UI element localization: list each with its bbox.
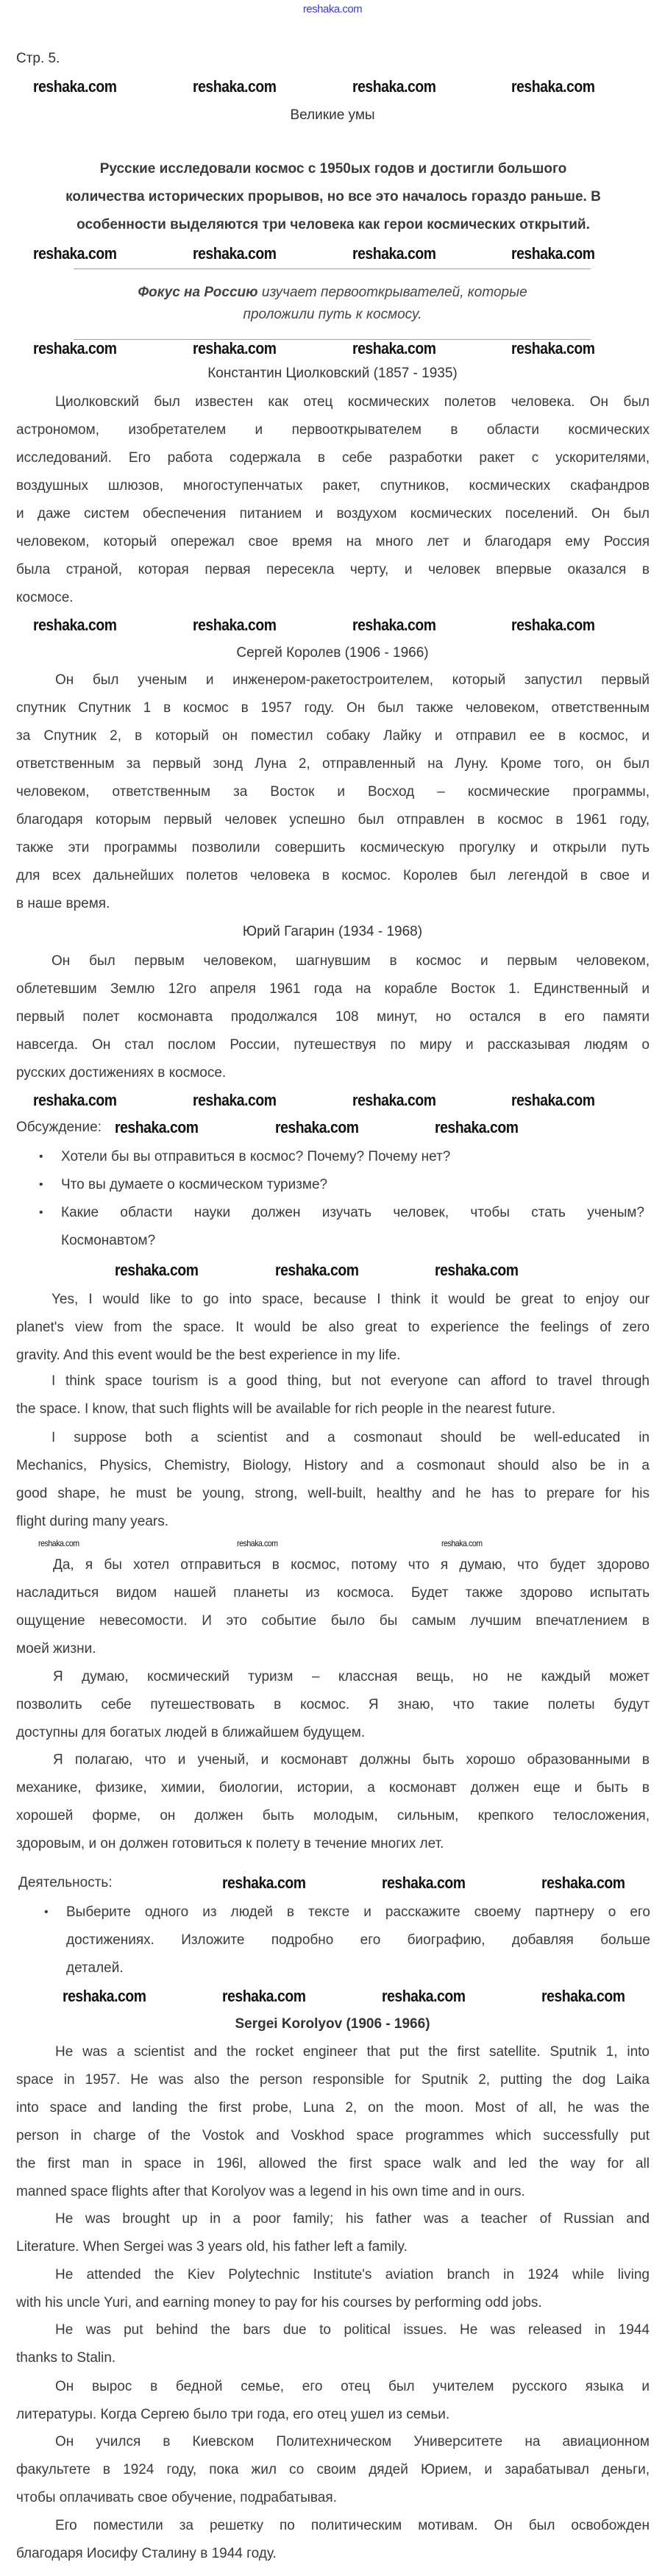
watermark: reshaka.com: [511, 244, 595, 263]
section-heading-gagarin: Юрий Гагарин (1934 - 1968): [242, 924, 423, 939]
paragraph-korolyov-en-2: [16, 2205, 650, 2261]
text-line: позволить себе путешествовать в космос. Я знаю, что такие полеты будут: [16, 1697, 650, 1712]
answer-ru-1: [16, 1551, 650, 1663]
text-line: навсегда. Он стал послом России, путешествуя по миру и рассказывая людям о: [16, 1037, 650, 1053]
answer-ru-3: [16, 1746, 650, 1858]
text-line: астрономом, изобретателем и первооткрывателем в области космических: [16, 422, 650, 438]
watermark: reshaka.com: [275, 1118, 359, 1136]
answer-en-2: [16, 1367, 650, 1423]
watermark: reshaka.com: [435, 1118, 519, 1136]
activity-label: Деятельность:: [18, 1875, 113, 1890]
text-line: исследований. Его работа содержала в себе разработки ракет с ускорителями,: [16, 450, 650, 466]
bullet-icon: •: [39, 1150, 43, 1163]
watermark: reshaka.com: [352, 1091, 436, 1109]
watermark: reshaka.com: [222, 1874, 306, 1892]
watermark: reshaka.com: [193, 244, 277, 263]
text-line: Хотели бы вы отправиться в космос? Почему? Почему нет?: [61, 1149, 451, 1164]
text-line: количества исторических прорывов, но все это началось гораздо раньше. В: [65, 189, 601, 204]
text-line: with his uncle Yuri, and earning money to pay for his courses by performing odd jobs.: [16, 2295, 542, 2310]
paragraph-korolyov-ru-3: [16, 2512, 650, 2568]
text-line: чтобы оплачивать свое обучение, подрабатывая.: [16, 2490, 337, 2505]
page-label: Стр. 5.: [16, 51, 60, 66]
text-line: благодаря Иосифу Сталину в 1944 году.: [16, 2546, 277, 2561]
watermark: reshaka.com: [115, 1118, 199, 1136]
watermark: reshaka.com: [193, 77, 277, 96]
focus-brand: Фокус на Россию: [138, 285, 258, 300]
watermark: reshaka.com: [382, 1987, 466, 2005]
text-line: Космонавтом?: [61, 1233, 156, 1248]
text-line: the space. I know, that such flights will be available for rich people in the nearest future.: [16, 1401, 555, 1417]
text-line: He was brought up in a poor family; his father was a teacher of Russian and: [55, 2211, 650, 2227]
paragraph-korolyov-ru-1: [16, 2373, 650, 2429]
text-line: planet's view from the space. It would be also great to experience the feelings of zero: [16, 1320, 650, 1335]
watermark: reshaka.com: [352, 77, 436, 96]
text-line: облетевшим Землю 12го апреля 1961 года на корабле Восток 1. Единственный и: [16, 981, 650, 997]
watermark: reshaka.com: [352, 244, 436, 263]
section-heading-tsiolkovsky: Константин Циолковский (1857 - 1935): [207, 366, 458, 381]
watermark: reshaka.com: [33, 616, 117, 634]
text-line: особенности выделяются три человека как герои космических открытий.: [77, 217, 590, 232]
bullet-icon: •: [39, 1178, 43, 1191]
text-line: Да, я бы хотел отправиться в космос, потому что я думаю, что будет здорово: [53, 1557, 650, 1573]
text-line: для всех дальнейших полетов человека в космос. Королев был легендой в свое и: [16, 868, 650, 883]
watermark: reshaka.com: [352, 616, 436, 634]
paragraph-tsiolkovsky: [16, 388, 650, 612]
watermark: reshaka.com: [352, 339, 436, 357]
text-line: человеком, который опережал свое время на много лет и благодаря ему Россия: [16, 534, 650, 549]
text-line: He was put behind the bars due to political issues. He was released in 1944: [55, 2322, 650, 2338]
watermark: reshaka.com: [33, 1091, 117, 1109]
watermark: reshaka.com: [237, 1538, 278, 1548]
text-line: была страной, которая первая пересекла черту, и человек впервые оказался в: [16, 562, 650, 577]
text-line: первый полет космонавта продолжался 108 минут, но остался в его памяти: [16, 1009, 650, 1025]
text-line: космосе.: [16, 590, 74, 605]
text-line: механике, физике, химии, биологии, истории, а космонавт должен еще и быть в: [16, 1780, 650, 1796]
text-line: Он учился в Киевском Политехническом Университете на авиационном: [55, 2434, 650, 2449]
watermark: reshaka.com: [193, 1091, 277, 1109]
text-line: и даже систем обеспечения питанием и воздухом космических поселений. Он был: [16, 506, 650, 522]
bullet-item: [39, 1171, 644, 1199]
watermark: reshaka.com: [193, 616, 277, 634]
paragraph-gagarin: [16, 947, 650, 1087]
watermark: reshaka.com: [193, 339, 277, 357]
text-line: воздушных шлюзов, многоступенчатых ракет, спутников, космических скафандров: [16, 478, 650, 494]
watermark: reshaka.com: [63, 1987, 146, 2005]
activity-task: [44, 1899, 650, 1982]
text-line: человеком, ответственным за Восток и Восход – космические программы,: [16, 784, 650, 800]
text-line: person in charge of the Vostok and Voskhod space programmes which successfully put: [16, 2128, 650, 2143]
text-line: thanks to Stalin.: [16, 2350, 116, 2366]
text-line: into space and landing the first probe, Luna 2, on the moon. Most of all, he was the: [16, 2100, 650, 2116]
text-line: факультете в 1924 году, пока жил со своим дядей Юрием, и зарабатывал деньги,: [16, 2462, 650, 2477]
text-line: достижениях. Изложите подробно его биографию, добавляя больше: [66, 1932, 650, 1948]
paragraph-korolyov-en-1: [16, 2038, 650, 2206]
paragraph-korolyov-ru-2: [16, 2428, 650, 2512]
watermark: reshaka.com: [511, 616, 595, 634]
text-line: доступны для богатых людей в ближайшем будущем.: [16, 1725, 366, 1740]
page-title: Великие умы: [290, 107, 375, 123]
watermark: reshaka.com: [33, 339, 117, 357]
text-line: Какие области науки должен изучать человек, чтобы стать ученым?: [61, 1205, 644, 1220]
focus-text: изучает первооткрывателей, которые: [257, 285, 527, 300]
watermark: reshaka.com: [115, 1261, 199, 1279]
text-line: хорошей форме, он должен быть молодым, сильным, крепкого телосложения,: [16, 1808, 650, 1824]
text-line: flight during many years.: [16, 1514, 168, 1529]
text-line: здоровым, и он должен готовиться к полету в течение многих лет.: [16, 1836, 444, 1851]
text-line: насладиться видом нашей планеты из космоса. Будет также здорово испытать: [16, 1585, 650, 1601]
watermark: reshaka.com: [511, 339, 595, 357]
watermark: reshaka.com: [511, 1091, 595, 1109]
bullet-icon: •: [39, 1206, 43, 1219]
text-line: русских достижениях в космосе.: [16, 1065, 227, 1081]
text-line: He attended the Kiev Polytechnic Institute's aviation branch in 1924 while living: [55, 2267, 650, 2283]
watermark: reshaka.com: [441, 1538, 483, 1548]
paragraph-korolyov-en-3: [16, 2261, 650, 2317]
focus-text-line2: проложили путь к космосу.: [243, 307, 422, 322]
text-line: Mechanics, Physics, Chemistry, Biology, History and a cosmonaut should also be in a: [16, 1458, 650, 1473]
bullet-item: [44, 1899, 650, 1982]
divider: [74, 268, 591, 269]
text-line: за Спутник 2, в который он поместил собаку Лайку и отправил ее в космос, и: [16, 728, 650, 744]
text-line: Его поместили за решетку по политическим мотивам. Он был освобожден: [55, 2518, 650, 2533]
text-line: Я полагаю, что и ученый, и космонавт должны быть хорошо образованными в: [53, 1752, 650, 1768]
text-line: Literature. When Sergei was 3 years old, his father left a family.: [16, 2239, 408, 2255]
text-line: деталей.: [66, 1960, 124, 1976]
text-line: благодаря которым первый человек успешно был отправлен в космос в 1961 году,: [16, 812, 650, 828]
paragraph-korolyov-en-4: [16, 2316, 650, 2372]
watermark: reshaka.com: [382, 1874, 466, 1892]
answer-en-1: [16, 1286, 650, 1370]
text-line: good shape, he must be young, strong, well-built, healthy and he has to prepare for his: [16, 1486, 650, 1501]
text-line: Я думаю, космический туризм – классная вещь, но не каждый может: [53, 1669, 650, 1684]
discussion-label: Обсуждение:: [16, 1120, 102, 1135]
section-heading-korolev: Сергей Королев (1906 - 1966): [236, 645, 429, 661]
bullet-icon: •: [44, 1906, 49, 1918]
text-line: Yes, I would like to go into space, because I think it would be great to enjoy our: [51, 1292, 650, 1307]
text-line: space in 1957. He was also the person responsible for Sputnik 2, putting the dog Laika: [16, 2072, 650, 2088]
text-line: моей жизни.: [16, 1641, 96, 1657]
text-line: gravity. And this event would be the best experience in my life.: [16, 1348, 401, 1363]
watermark: reshaka.com: [541, 1987, 625, 2005]
focus-note: [0, 282, 665, 326]
text-line: the first man in space in 196l, allowed the first space walk and led the way for all: [16, 2156, 650, 2171]
text-line: Что вы думаете о космическом туризме?: [61, 1177, 328, 1192]
discussion-questions: [39, 1143, 644, 1255]
watermark: reshaka.com: [541, 1874, 625, 1892]
watermark: reshaka.com: [33, 244, 117, 263]
site-header-link[interactable]: reshaka.com: [302, 3, 363, 15]
watermark: reshaka.com: [275, 1261, 359, 1279]
bullet-item: [39, 1199, 644, 1255]
answer-ru-2: [16, 1663, 650, 1747]
watermark: reshaka.com: [38, 1538, 79, 1548]
watermark: reshaka.com: [435, 1261, 519, 1279]
text-line: спутник Спутник 1 в космос в 1957 году. Он был также человеком, ответственным: [16, 700, 650, 716]
bullet-item: [39, 1143, 644, 1171]
paragraph-korolev: [16, 666, 650, 918]
text-line: литературы. Когда Сергею было три года, его отец ушел из семьи.: [16, 2407, 450, 2422]
text-line: в наше время.: [16, 896, 110, 911]
text-line: I suppose both a scientist and a cosmonaut should be well-educated in: [51, 1430, 650, 1445]
text-line: Он был первым человеком, шагнувшим в космос и первым человеком,: [51, 953, 650, 969]
text-line: I think space tourism is a good thing, but not everyone can afford to travel through: [51, 1373, 650, 1389]
watermark: reshaka.com: [511, 77, 595, 96]
text-line: Циолковский был известен как отец космических полетов человека. Он был: [55, 394, 650, 410]
text-line: Выберите одного из людей в тексте и расскажите своему партнеру о его: [66, 1904, 650, 1920]
text-line: также эти программы позволили совершить космическую прогулку и открыли путь: [16, 840, 650, 855]
text-line: ответственным за первый зонд Луна 2, отправленный на Луну. Кроме того, он был: [16, 756, 650, 772]
text-line: ощущение невесомости. И это событие было бы самым лучшим впечатлением в: [16, 1613, 650, 1629]
text-line: Русские исследовали космос с 1950ых годов и достигли большого: [99, 161, 567, 177]
text-line: manned space flights after that Korolyov was a legend in his own time and in ours.: [16, 2184, 525, 2199]
text-line: Он вырос в бедной семье, его отец был учителем русского языка и: [55, 2379, 650, 2394]
text-line: He was a scientist and the rocket engineer that put the first satellite. Sputnik 1, into: [55, 2044, 650, 2060]
watermark: reshaka.com: [33, 77, 117, 96]
watermark: reshaka.com: [222, 1987, 306, 2005]
answer-en-3: [16, 1424, 650, 1536]
text-line: Он был ученым и инженером-ракетостроителем, который запустил первый: [55, 672, 650, 688]
intro-text: [16, 155, 650, 239]
section-heading-korolyov-en: Sergei Korolyov (1906 - 1966): [235, 2016, 430, 2032]
